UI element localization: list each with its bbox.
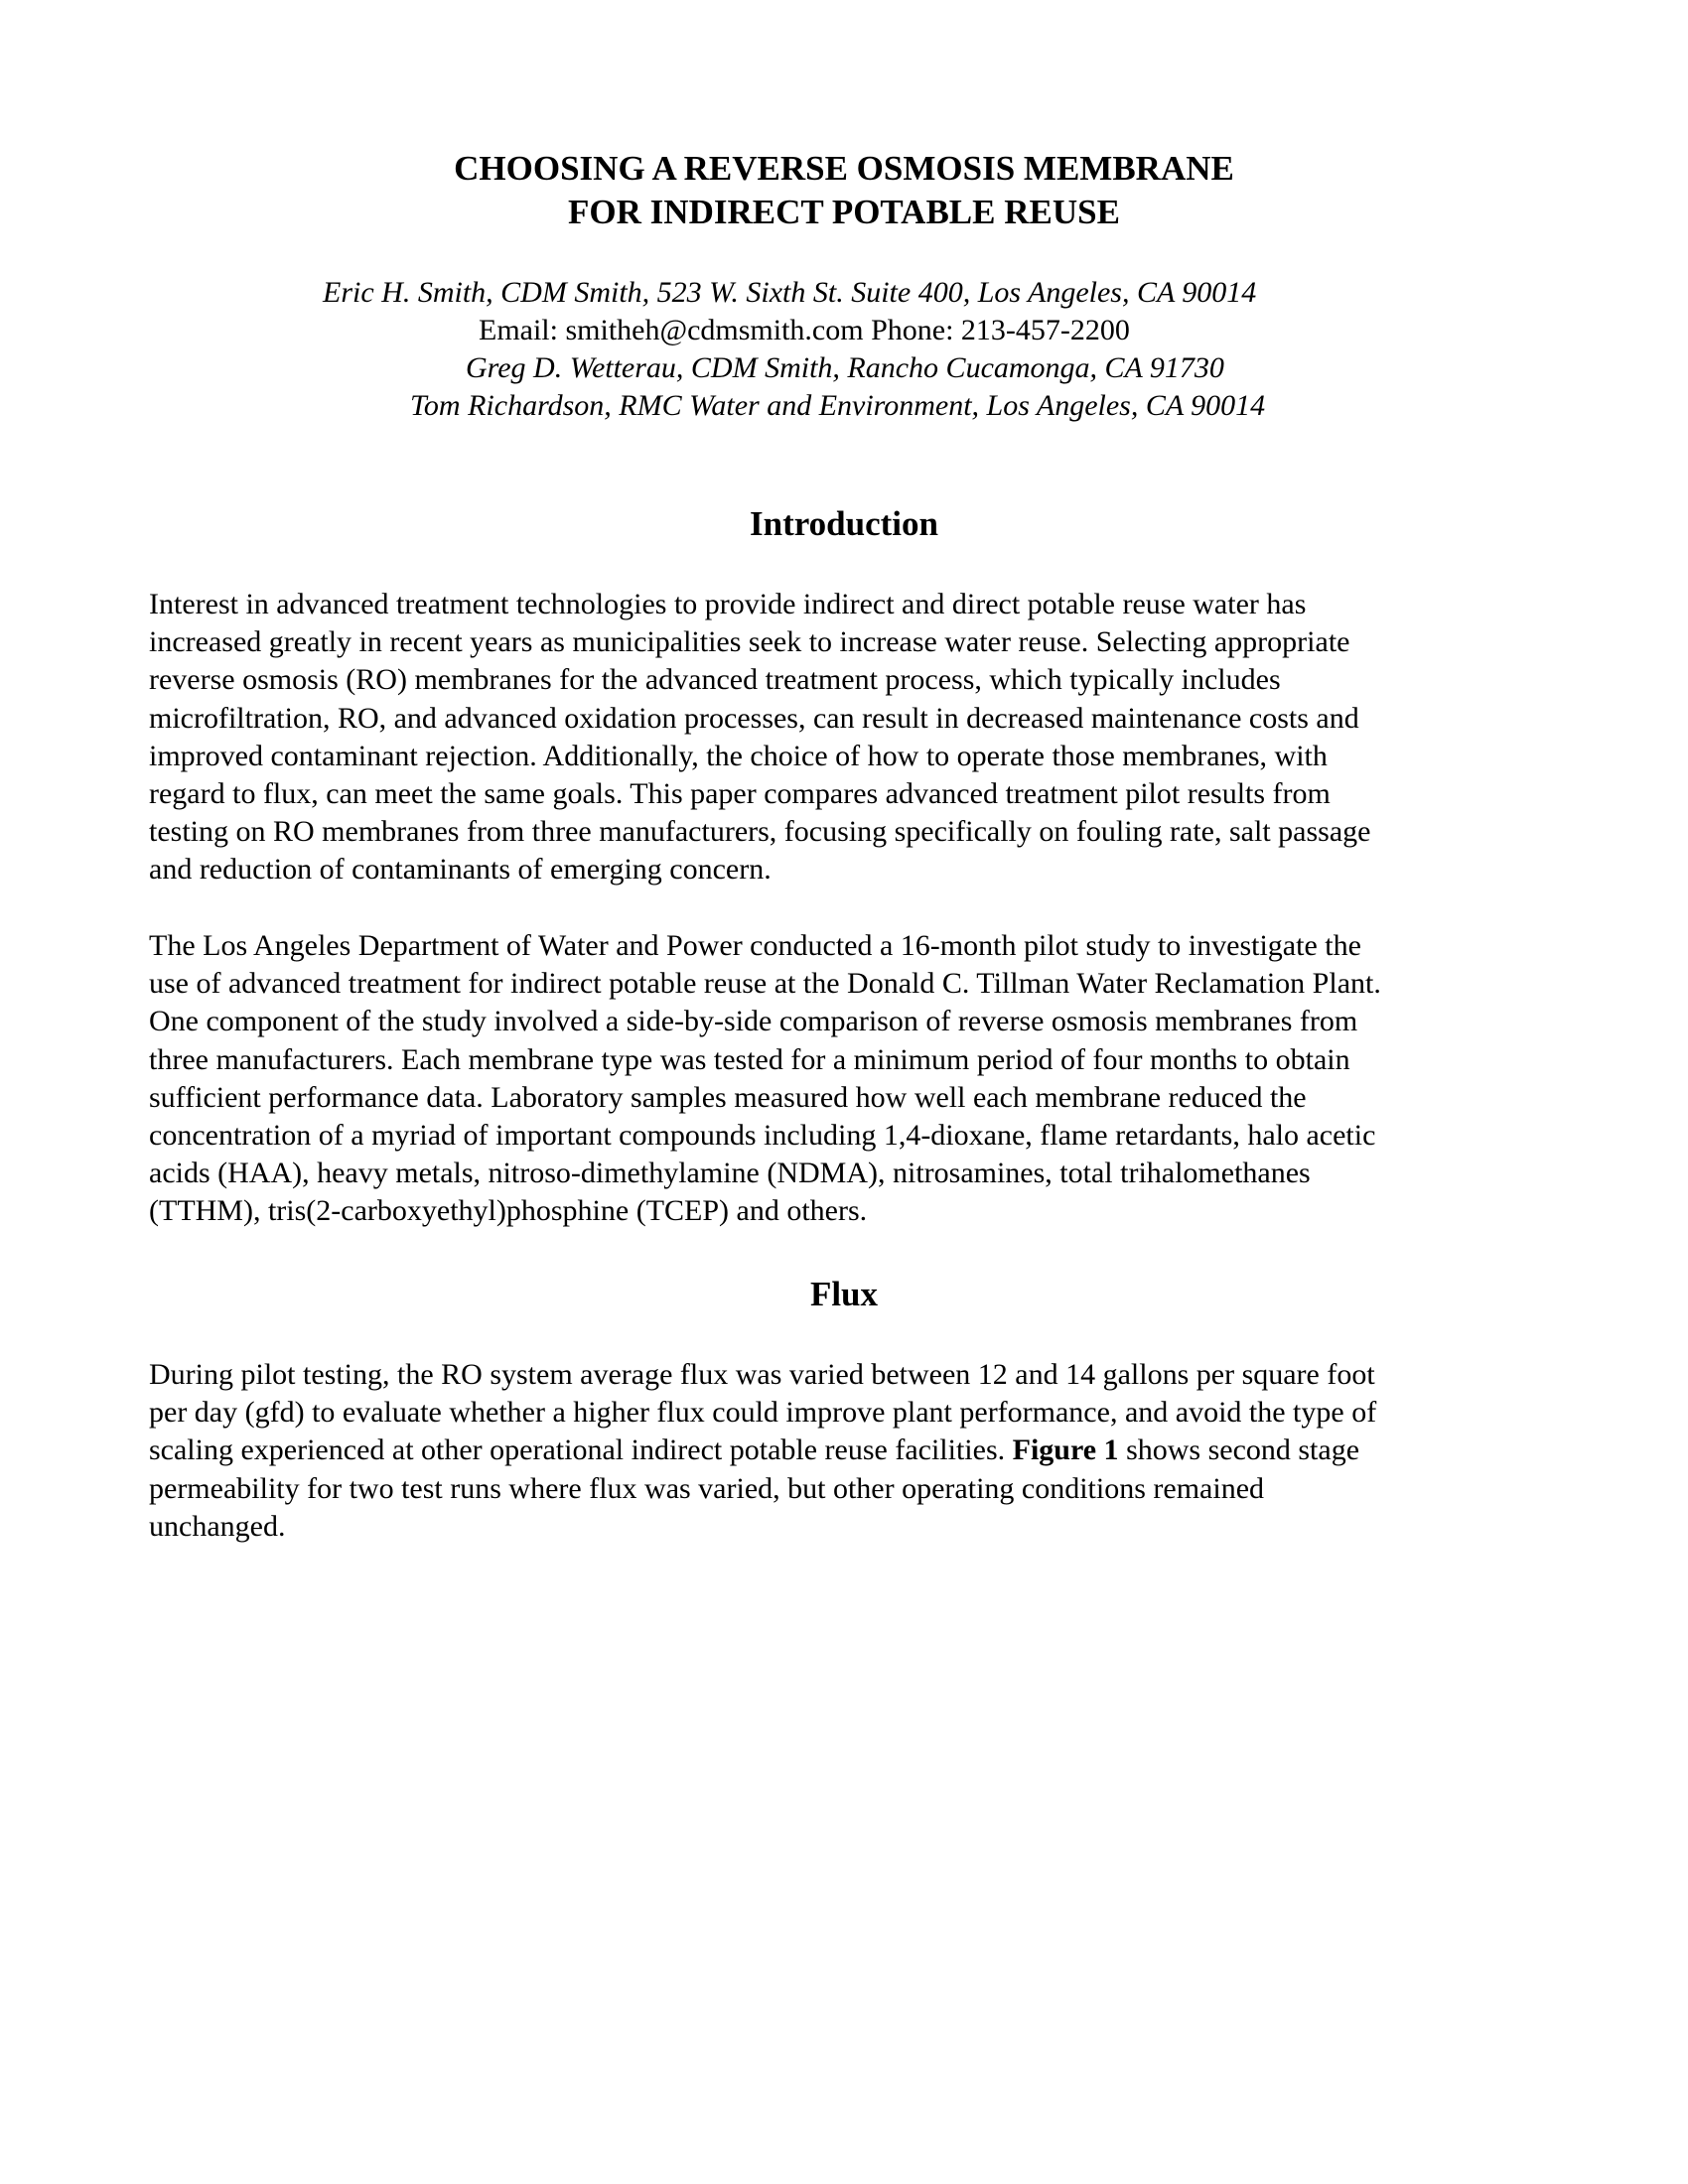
text-line: unchanged.: [149, 1509, 286, 1543]
introduction-paragraph-2: [149, 927, 1559, 1231]
text-segment: shows second stage: [1118, 1433, 1360, 1467]
text-line: increased greatly in recent years as municipalities seek to increase water reuse. Selecting appropriate: [149, 625, 1350, 659]
author-line-1: Eric H. Smith, CDM Smith, 523 W. Sixth St. Suite 400, Los Angeles, CA 90014: [323, 276, 1257, 309]
text-line: Interest in advanced treatment technologies to provide indirect and direct potable reuse water has: [149, 588, 1307, 620]
paper-title: [0, 147, 1688, 234]
figure-reference: Figure 1: [1012, 1433, 1119, 1467]
text-line: (TTHM), tris(2-carboxyethyl)phosphine (TCEP) and others.: [149, 1194, 868, 1228]
author-line-2-contact: Email: smitheh@cdmsmith.com Phone: 213-457-2200: [479, 314, 1130, 346]
text-line: regard to flux, can meet the same goals. This paper compares advanced treatment pilot results from: [149, 777, 1331, 811]
title-line-1: CHOOSING A REVERSE OSMOSIS MEMBRANE: [454, 149, 1234, 188]
text-line: The Los Angeles Department of Water and Power conducted a 16-month pilot study to investigate the: [149, 929, 1361, 962]
title-line-2: FOR INDIRECT POTABLE REUSE: [568, 193, 1120, 231]
text-line: microfiltration, RO, and advanced oxidation processes, can result in decreased maintenance costs and: [149, 701, 1359, 735]
text-line: testing on RO membranes from three manufacturers, focusing specifically on fouling rate, salt passage: [149, 815, 1371, 849]
flux-paragraph-1: [149, 1356, 1559, 1546]
text-line: reverse osmosis (RO) membranes for the advanced treatment process, which typically includes: [149, 663, 1281, 697]
section-heading-flux: Flux: [809, 1275, 879, 1313]
author-line-3: Greg D. Wetterau, CDM Smith, Rancho Cucamonga, CA 91730: [466, 351, 1224, 384]
section-heading-introduction: Introduction: [750, 504, 938, 543]
author-line-4: Tom Richardson, RMC Water and Environment, Los Angeles, CA 90014: [410, 389, 1266, 422]
text-line: use of advanced treatment for indirect potable reuse at the Donald C. Tillman Water Reclamation Plant.: [149, 967, 1381, 1001]
text-segment: scaling experienced at other operational indirect potable reuse facilities.: [149, 1433, 1013, 1467]
text-line: During pilot testing, the RO system average flux was varied between 12 and 14 gallons per square foot: [149, 1358, 1375, 1391]
text-line: acids (HAA), heavy metals, nitroso-dimethylamine (NDMA), nitrosamines, total trihalomethanes: [149, 1157, 1311, 1190]
text-line: concentration of a myriad of important compounds including 1,4-dioxane, flame retardants, halo acetic: [149, 1119, 1376, 1153]
introduction-paragraph-1: [149, 586, 1559, 889]
text-line: One component of the study involved a side-by-side comparison of reverse osmosis membranes from: [149, 1005, 1358, 1038]
text-line-with-figure-ref: [149, 1432, 1559, 1469]
text-line: sufficient performance data. Laboratory samples measured how well each membrane reduced the: [149, 1080, 1307, 1114]
text-line: permeability for two test runs where flux was varied, but other operating conditions remained: [149, 1471, 1265, 1505]
text-line: three manufacturers. Each membrane type was tested for a minimum period of four months to obtain: [149, 1042, 1350, 1076]
text-line: improved contaminant rejection. Additionally, the choice of how to operate those membranes, with: [149, 739, 1328, 772]
text-line: and reduction of contaminants of emerging concern.: [149, 853, 772, 887]
text-line: per day (gfd) to evaluate whether a higher flux could improve plant performance, and avoid the type of: [149, 1396, 1377, 1430]
